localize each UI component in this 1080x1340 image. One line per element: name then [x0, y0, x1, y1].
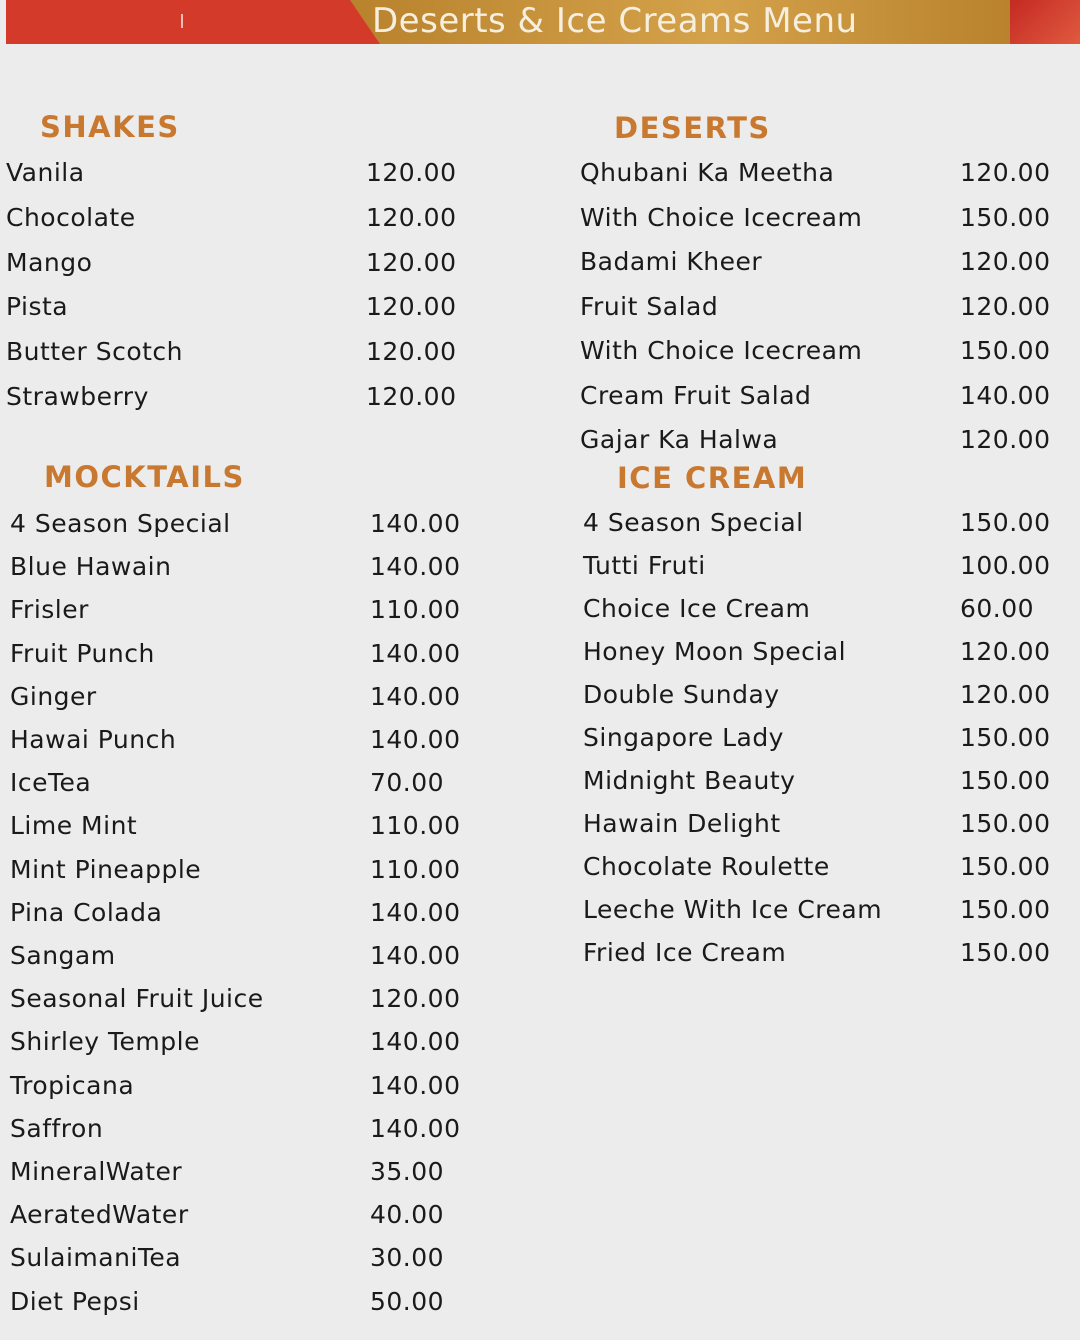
ice-cream-item-name: Fried Ice Cream: [583, 938, 787, 967]
ice-cream-item-price: 150.00: [960, 766, 1051, 795]
mocktail-item-name: Blue Hawain: [10, 552, 172, 582]
mocktail-item-name: Diet Pepsi: [10, 1286, 140, 1316]
mocktail-item-name: Pina Colada: [10, 897, 163, 927]
desert-item-name: Badami Kheer: [580, 247, 763, 276]
mocktail-item-name: IceTea: [10, 768, 92, 798]
desert-item-price: 120.00: [960, 158, 1051, 187]
desert-item-price: 140.00: [960, 380, 1051, 410]
ice-cream-item-name: Double Sunday: [583, 680, 780, 709]
ice-cream-item-price: 60.00: [960, 594, 1035, 623]
mocktail-item-price: 140.00: [370, 552, 461, 582]
ice-cream-item-price: 120.00: [960, 637, 1051, 666]
ice-cream-item-price: 150.00: [960, 938, 1051, 967]
mocktail-item-name: Tropicana: [10, 1070, 135, 1100]
mocktail-item-price: 110.00: [370, 854, 461, 884]
mocktail-item-name: Frisler: [10, 595, 89, 625]
desert-item-name: Fruit Salad: [580, 291, 719, 321]
desert-item-price: 120.00: [960, 247, 1051, 276]
desert-item-price: 120.00: [960, 291, 1051, 321]
shake-item-price: 120.00: [366, 337, 457, 367]
ice-cream-item-name: 4 Season Special: [583, 508, 804, 537]
mocktail-item-price: 140.00: [370, 638, 461, 668]
ice-cream-item-price: 150.00: [960, 508, 1051, 537]
ice-cream-item-price: 120.00: [960, 680, 1051, 709]
mocktail-item-name: Shirley Temple: [10, 1027, 200, 1057]
desert-item-name: With Choice Icecream: [580, 336, 863, 365]
desert-item-price: 150.00: [960, 202, 1051, 232]
desert-item-name: With Choice Icecream: [580, 202, 863, 232]
mocktail-item-price: 120.00: [370, 984, 461, 1014]
ice-cream-item-price: 150.00: [960, 723, 1051, 752]
mocktail-item-price: 140.00: [370, 681, 461, 711]
mocktail-item-name: 4 Season Special: [10, 509, 231, 538]
ice-cream-item-name: Honey Moon Special: [583, 637, 847, 666]
ice-cream-item-name: Hawain Delight: [583, 809, 781, 838]
ice-cream-item-price: 150.00: [960, 895, 1051, 924]
mocktail-item-price: 140.00: [370, 897, 461, 927]
shake-item-name: Butter Scotch: [6, 337, 184, 367]
shake-item-name: Strawberry: [6, 382, 149, 411]
mocktail-item-price: 110.00: [370, 811, 461, 841]
desert-item-price: 150.00: [960, 336, 1051, 365]
mocktail-item-price: 140.00: [370, 1113, 461, 1143]
mocktail-item-name: Hawai Punch: [10, 725, 177, 754]
shake-item-price: 120.00: [366, 292, 457, 322]
shake-item-price: 120.00: [366, 382, 457, 411]
mocktail-item-price: 140.00: [370, 509, 461, 538]
mocktail-item-name: Saffron: [10, 1113, 104, 1143]
mocktail-item-price: 40.00: [370, 1200, 445, 1230]
ice-cream-item-name: Leeche With Ice Cream: [583, 895, 883, 924]
mocktail-item-name: Fruit Punch: [10, 638, 155, 668]
mocktail-item-name: Seasonal Fruit Juice: [10, 984, 264, 1014]
mocktail-item-name: MineralWater: [10, 1157, 183, 1186]
section-heading-mocktails: MOCKTAILS: [44, 460, 245, 494]
ice-cream-item-name: Chocolate Roulette: [583, 852, 830, 881]
shake-item-price: 120.00: [366, 158, 457, 187]
header-decoration: [181, 14, 183, 28]
mocktail-item-name: Sangam: [10, 941, 116, 970]
header-banner-corner: [1010, 0, 1080, 44]
mocktail-item-price: 140.00: [370, 1027, 461, 1057]
mocktail-item-name: Ginger: [10, 681, 97, 711]
ice-cream-item-name: Singapore Lady: [583, 723, 784, 752]
menu-title: Deserts & Ice Creams Menu: [372, 1, 858, 41]
ice-cream-item-price: 100.00: [960, 551, 1051, 580]
ice-cream-item-name: Tutti Fruti: [583, 551, 706, 580]
mocktail-item-price: 140.00: [370, 941, 461, 970]
desert-item-name: Gajar Ka Halwa: [580, 425, 779, 454]
ice-cream-item-price: 150.00: [960, 809, 1051, 838]
shake-item-price: 120.00: [366, 202, 457, 232]
mocktail-item-price: 140.00: [370, 725, 461, 754]
shake-item-price: 120.00: [366, 247, 457, 277]
mocktail-item-price: 30.00: [370, 1243, 445, 1273]
shake-item-name: Chocolate: [6, 202, 136, 232]
desert-item-price: 120.00: [960, 425, 1051, 454]
desert-item-name: Qhubani Ka Meetha: [580, 158, 835, 187]
mocktail-item-price: 140.00: [370, 1070, 461, 1100]
ice-cream-item-price: 150.00: [960, 852, 1051, 881]
shake-item-name: Vanila: [6, 158, 85, 187]
shake-item-name: Mango: [6, 247, 93, 277]
section-heading-deserts: DESERTS: [614, 111, 771, 145]
mocktail-item-name: SulaimaniTea: [10, 1243, 182, 1273]
mocktail-item-price: 70.00: [370, 768, 445, 798]
section-heading-ice-cream: ICE CREAM: [617, 461, 808, 495]
mocktail-item-price: 50.00: [370, 1286, 445, 1316]
ice-cream-item-name: Midnight Beauty: [583, 766, 796, 795]
mocktail-item-name: AeratedWater: [10, 1200, 189, 1230]
mocktail-item-price: 110.00: [370, 595, 461, 625]
desert-item-name: Cream Fruit Salad: [580, 380, 812, 410]
mocktail-item-name: Lime Mint: [10, 811, 138, 841]
mocktail-item-price: 35.00: [370, 1157, 445, 1186]
mocktail-item-name: Mint Pineapple: [10, 854, 202, 884]
ice-cream-item-name: Choice Ice Cream: [583, 594, 811, 623]
shake-item-name: Pista: [6, 292, 69, 322]
section-heading-shakes: SHAKES: [40, 110, 180, 144]
